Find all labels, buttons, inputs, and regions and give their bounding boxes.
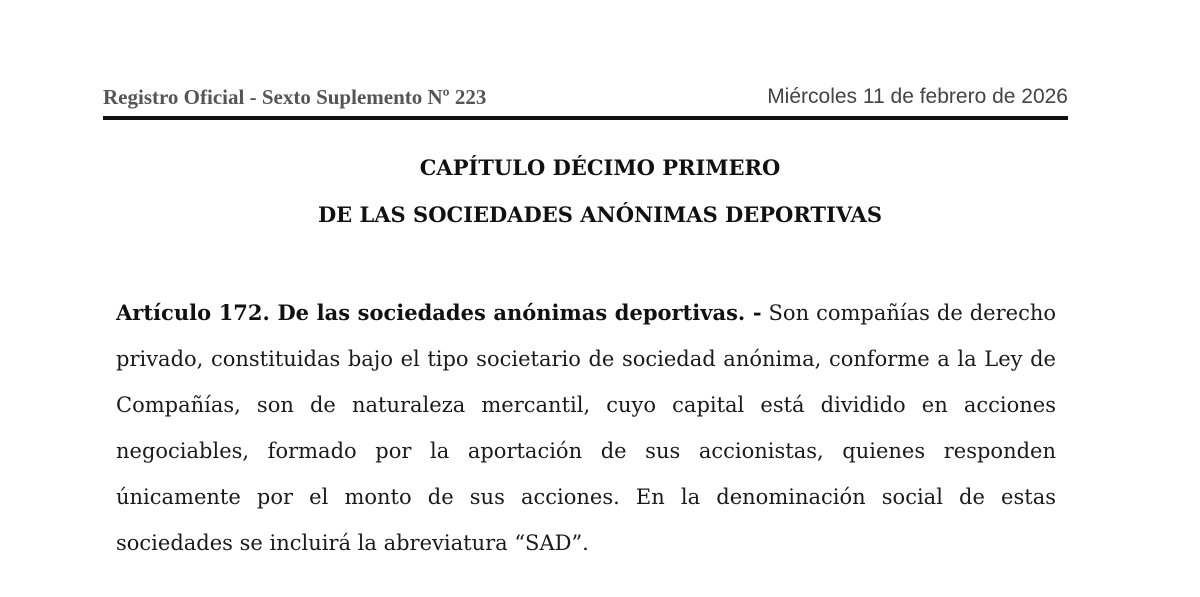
article-line: únicamente por el monto de sus acciones. En la denominación social de estas	[116, 485, 1056, 509]
header-divider	[103, 116, 1068, 120]
publication-date: Miércoles 11 de febrero de 2026	[767, 85, 1068, 108]
page-header	[103, 82, 1068, 116]
article-line: privado, constituidas bajo el tipo societario de sociedad anónima, conforme a la Ley de	[116, 347, 1056, 371]
chapter-number: CAPÍTULO DÉCIMO PRIMERO	[419, 155, 781, 180]
article-172	[116, 290, 1056, 566]
publication-title: Registro Oficial - Sexto Suplemento Nº 223	[103, 85, 487, 109]
article-line: sociedades se incluirá la abreviatura “SAD”.	[116, 531, 589, 555]
article-line: negociables, formado por la aportación de sus accionistas, quienes responden	[116, 439, 1056, 463]
article-heading: Artículo 172. De las sociedades anónimas deportivas. -	[116, 300, 762, 325]
article-line	[116, 290, 1056, 336]
article-line: Compañías, son de naturaleza mercantil, cuyo capital está dividido en acciones	[116, 393, 1056, 417]
article-text: Son compañías de derecho	[761, 301, 1057, 325]
chapter-title: DE LAS SOCIEDADES ANÓNIMAS DEPORTIVAS	[317, 202, 883, 227]
